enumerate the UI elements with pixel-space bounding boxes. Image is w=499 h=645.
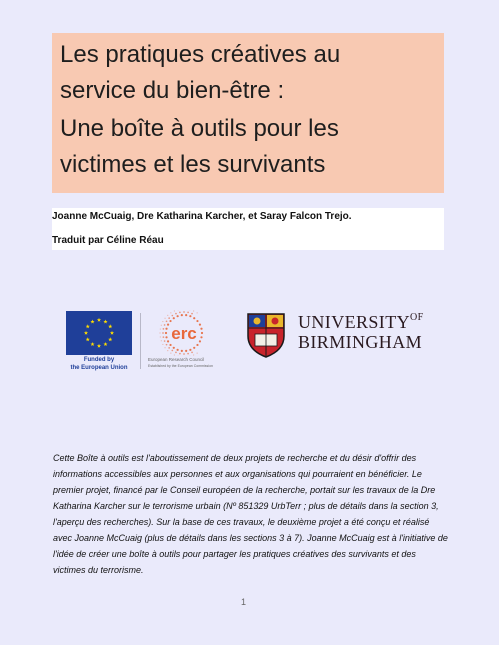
erc-dot (165, 328, 167, 330)
title-box (52, 33, 444, 193)
erc-dot (171, 315, 173, 317)
erc-dot (187, 353, 189, 355)
erc-dot (163, 328, 165, 330)
eu-star (108, 324, 112, 328)
erc-dot (170, 312, 171, 313)
erc-dot (175, 313, 177, 315)
uob-university-text (298, 312, 424, 333)
erc-dot (200, 336, 202, 338)
university-of-birmingham-logo (246, 312, 441, 360)
erc-dot (164, 324, 166, 326)
eu-star (90, 320, 94, 324)
erc-dot (199, 324, 201, 326)
eu-star (86, 324, 90, 328)
erc-dot (183, 353, 185, 355)
erc-dot (161, 340, 162, 341)
erc-dot (189, 349, 191, 351)
title-line-4: victimes et les survivants (60, 151, 326, 178)
uob-university-word: UNIVERSITY (298, 312, 410, 332)
erc-dot (196, 344, 198, 346)
erc-dot (174, 354, 175, 355)
erc-dot (200, 328, 202, 330)
eu-funded-line-2: the European Union (70, 365, 128, 371)
intro-paragraph: Cette Boîte à outils est l'aboutissement de deux projets de recherche et du désir d'offrir des informations accessibles aux personnes et aux organisations qui pourraient en bénéficier. Le premier projet, financé par le Conseil européen de la recherche, portait sur les travaux de la Dre Katharina Karcher sur le terrorisme urbain (Nº 851329 UrbTerr ; plus de détails dans la section 3, l'aperçu des recherches). Sur la base de ces travaux, le deuxième projet a été conçu et réalisé avec Joanne McCuaig (plus de détails dans les sections 3 à 7). Joanne McCuaig est à l'initiative de l'idée de créer une boîte à outils pour partager les pratiques créatives des survivants et des victimes du terrorisme. (53, 453, 448, 575)
erc-dot (193, 354, 194, 355)
authors-names: Joanne McCuaig, Dre Katharina Karcher, et Saray Falcon Trejo. (52, 211, 352, 222)
erc-dot (197, 352, 198, 353)
erc-dot (193, 310, 194, 311)
eu-star (86, 337, 90, 341)
erc-dot (164, 347, 165, 348)
erc-dot (179, 312, 181, 314)
erc-dot (175, 352, 177, 354)
erc-dot (196, 320, 198, 322)
erc-dot (189, 315, 191, 317)
authors-box (52, 208, 444, 250)
erc-dot (167, 350, 168, 351)
erc-dot (162, 332, 164, 334)
erc-dot (166, 320, 168, 322)
erc-dot (173, 317, 175, 319)
erc-dot (167, 315, 168, 316)
eu-star (97, 344, 101, 348)
erc-dot (183, 311, 185, 313)
erc-dot (163, 336, 165, 338)
erc-dot (160, 336, 161, 337)
eu-star (97, 318, 101, 322)
eu-funding-logo (66, 311, 132, 375)
erc-dots-icon (144, 310, 224, 356)
title-line-2: service du bien-être : (60, 77, 285, 104)
erc-subtitle: Established by the European Commission (148, 364, 213, 368)
eu-funded-line-1: Funded by (83, 357, 115, 363)
erc-dot (170, 352, 171, 353)
erc-dot (197, 312, 198, 313)
erc-dot (161, 325, 162, 326)
erc-name: European Research Council (148, 357, 205, 362)
uob-shield-icon (246, 312, 286, 358)
eu-star (103, 320, 107, 324)
erc-dot (181, 314, 183, 316)
eu-flag-icon (66, 311, 132, 355)
erc-dot (166, 344, 168, 346)
erc-dot (164, 318, 165, 319)
erc-dot (173, 347, 175, 349)
erc-dot (162, 321, 163, 322)
eu-star (110, 331, 114, 335)
uob-of-word: OF (410, 312, 424, 323)
erc-dot (168, 317, 170, 319)
erc-dot (160, 328, 161, 329)
erc-dot (187, 312, 189, 314)
logo-divider (140, 313, 141, 369)
title-line-3: Une boîte à outils pour les (60, 115, 339, 142)
erc-dot (179, 353, 181, 355)
erc-mark-text: erc (171, 324, 197, 343)
erc-dot (169, 320, 171, 322)
erc-dot (168, 347, 170, 349)
erc-dot (193, 317, 195, 319)
eu-star (90, 342, 94, 346)
erc-dot (193, 347, 195, 349)
erc-dot (174, 310, 175, 311)
eu-star (84, 331, 88, 335)
erc-dot (167, 324, 169, 326)
erc-dot (185, 350, 187, 352)
erc-dot (169, 344, 171, 346)
erc-dot (162, 344, 163, 345)
erc-dot (167, 340, 169, 342)
eu-stars-icon (66, 311, 132, 355)
title-line-1: Les pratiques créatives au (60, 41, 341, 68)
eu-star (103, 342, 107, 346)
erc-dot (185, 314, 187, 316)
erc-dot (191, 313, 193, 315)
uob-birmingham-text: BIRMINGHAM (298, 332, 423, 352)
erc-logo (144, 310, 224, 372)
erc-dot (177, 315, 179, 317)
erc-dot (191, 352, 193, 354)
erc-dot (159, 332, 160, 333)
erc-dot (177, 349, 179, 351)
translator-credit: Traduit par Céline Réau (52, 235, 164, 246)
erc-dot (201, 332, 203, 334)
page-number: 1 (241, 597, 247, 607)
erc-dot (171, 350, 173, 352)
erc-dot (165, 332, 167, 334)
eu-star (108, 337, 112, 341)
erc-dot (164, 340, 166, 342)
erc-dot (181, 350, 183, 352)
erc-dot (199, 340, 201, 342)
erc-dot (165, 336, 167, 338)
